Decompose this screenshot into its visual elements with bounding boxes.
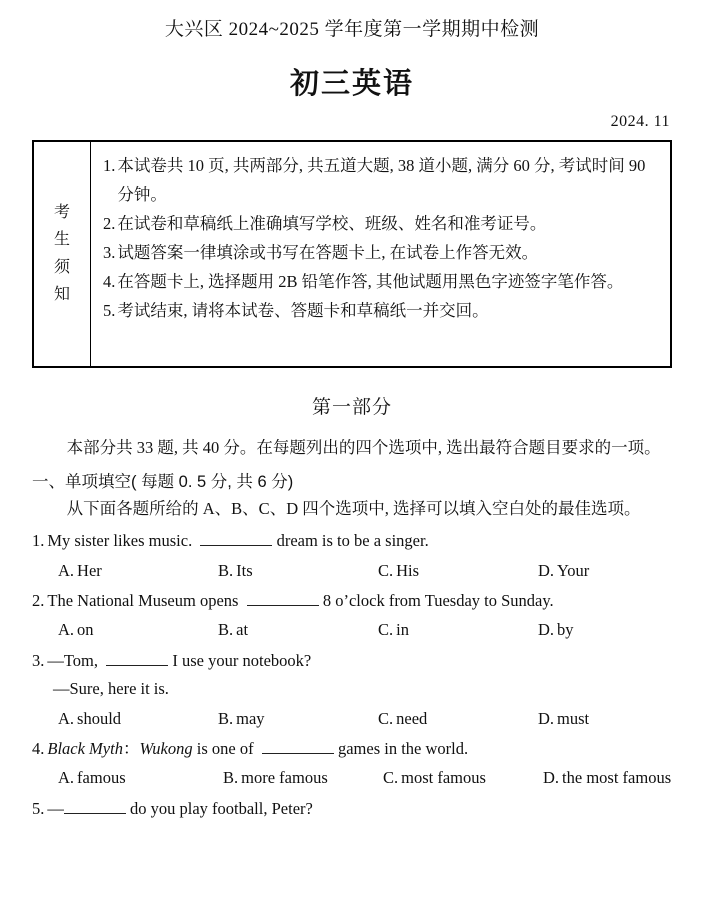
notice-item-text: 考试结束, 请将本试卷、答题卡和草稿纸一并交回。 bbox=[117, 300, 489, 320]
option-letter: B. bbox=[218, 560, 234, 580]
page-title: 初三英语 bbox=[289, 67, 414, 100]
option-c[interactable] bbox=[378, 557, 538, 585]
option-letter: C. bbox=[378, 560, 394, 580]
notice-item bbox=[103, 296, 662, 325]
part-one-intro-text: 本部分共 33 题, 共 40 分。在每题列出的四个选项中, 选出最符合题目要求的一项。 bbox=[66, 437, 661, 457]
option-text: need bbox=[396, 708, 428, 728]
section-one-intro-text: 从下面各题所给的 A、B、C、D 四个选项中, 选择可以填入空白处的最佳选项。 bbox=[66, 498, 641, 518]
part-one-intro bbox=[32, 433, 672, 462]
option-row bbox=[32, 616, 672, 644]
question-number: 5. bbox=[32, 798, 45, 818]
question-item bbox=[32, 795, 672, 823]
option-a[interactable] bbox=[58, 616, 218, 644]
question-stem-body bbox=[47, 647, 672, 675]
option-letter: D. bbox=[543, 768, 560, 788]
notice-label-char-1: 考 bbox=[53, 203, 70, 221]
option-letter: D. bbox=[538, 560, 555, 580]
notice-item-text: 本试卷共 10 页, 共两部分, 共五道大题, 38 道小题, 满分 60 分, 考试时间 90 分钟。 bbox=[117, 155, 646, 204]
game-title-part-2: Wukong bbox=[139, 738, 193, 758]
notice-item-number: 3. bbox=[103, 242, 116, 262]
option-text: Your bbox=[557, 560, 590, 580]
notice-item bbox=[103, 238, 662, 267]
option-d[interactable] bbox=[538, 616, 698, 644]
option-b[interactable] bbox=[223, 764, 383, 792]
question-stem bbox=[32, 647, 672, 675]
notice-label-vertical bbox=[34, 142, 91, 366]
candidate-notice-box bbox=[32, 140, 672, 368]
question-number: 1. bbox=[32, 531, 45, 551]
notice-item-text: 试题答案一律填涂或书写在答题卡上, 在试卷上作答无效。 bbox=[117, 242, 539, 262]
stem-text-before: My sister likes music. bbox=[47, 531, 193, 551]
question-continuation: —Sure, here it is. bbox=[53, 679, 169, 699]
option-a[interactable] bbox=[58, 705, 218, 733]
answer-blank[interactable] bbox=[200, 545, 272, 546]
option-text: Its bbox=[236, 560, 253, 580]
option-b[interactable] bbox=[218, 557, 378, 585]
stem-text-after: 8 o’clock from Tuesday to Sunday. bbox=[322, 591, 554, 611]
section-one-heading: 一、单项填空( 每题 0. 5 分, 共 6 分) bbox=[32, 472, 294, 491]
question-stem bbox=[32, 527, 672, 555]
option-c[interactable] bbox=[383, 764, 543, 792]
exam-header-line: 大兴区 2024~2025 学年度第一学期期中检测 bbox=[164, 19, 540, 40]
option-a[interactable] bbox=[58, 557, 218, 585]
question-number: 4. bbox=[32, 738, 45, 758]
notice-label-char-3: 须 bbox=[53, 258, 70, 276]
question-item bbox=[32, 587, 672, 645]
title-separator: ： bbox=[122, 738, 140, 758]
notice-item-number: 1. bbox=[103, 155, 116, 175]
section-one-intro bbox=[32, 494, 672, 523]
part-one-heading: 第一部分 bbox=[311, 396, 392, 418]
option-d[interactable] bbox=[538, 557, 698, 585]
option-letter: A. bbox=[58, 620, 75, 640]
option-b[interactable] bbox=[218, 705, 378, 733]
option-d[interactable] bbox=[538, 705, 698, 733]
question-stem bbox=[32, 587, 672, 615]
option-text: may bbox=[236, 708, 265, 728]
notice-item-list bbox=[91, 142, 670, 366]
option-text: more famous bbox=[241, 768, 328, 788]
question-stem-body bbox=[47, 587, 672, 615]
option-text: must bbox=[557, 708, 590, 728]
notice-item-number: 5. bbox=[103, 300, 116, 320]
stem-text-after: dream is to be a singer. bbox=[276, 531, 429, 551]
answer-blank[interactable] bbox=[106, 665, 168, 666]
option-letter: A. bbox=[58, 560, 75, 580]
option-letter: C. bbox=[383, 768, 399, 788]
notice-item bbox=[103, 151, 662, 209]
question-number: 2. bbox=[32, 591, 45, 611]
option-row bbox=[32, 705, 672, 733]
option-text: His bbox=[396, 560, 420, 580]
notice-item-text: 在答题卡上, 选择题用 2B 铅笔作答, 其他试题用黑色字迹签字笔作答。 bbox=[117, 271, 624, 291]
notice-label-char-4: 知 bbox=[53, 286, 70, 304]
option-text: on bbox=[77, 620, 94, 640]
option-letter: C. bbox=[378, 708, 394, 728]
option-letter: B. bbox=[218, 620, 234, 640]
option-row bbox=[32, 557, 672, 585]
stem-text-before: —Tom, bbox=[47, 650, 99, 670]
option-text: by bbox=[557, 620, 574, 640]
option-text: should bbox=[77, 708, 122, 728]
option-a[interactable] bbox=[58, 764, 223, 792]
option-text: the most famous bbox=[562, 768, 672, 788]
option-text: most famous bbox=[401, 768, 486, 788]
notice-item-number: 4. bbox=[103, 271, 116, 291]
stem-text-after: do you play football, Peter? bbox=[130, 798, 313, 818]
option-row bbox=[32, 764, 672, 792]
option-c[interactable] bbox=[378, 616, 538, 644]
option-d[interactable] bbox=[543, 764, 671, 792]
notice-item-text: 在试卷和草稿纸上准确填写学校、班级、姓名和准考证号。 bbox=[117, 213, 547, 233]
question-item bbox=[32, 647, 672, 733]
question-stem-body bbox=[47, 735, 672, 763]
game-title-part-1: Black Myth bbox=[47, 738, 123, 758]
option-text: famous bbox=[77, 768, 126, 788]
notice-item-number: 2. bbox=[103, 213, 116, 233]
question-stem-body bbox=[47, 795, 672, 823]
answer-blank[interactable] bbox=[262, 753, 334, 754]
option-letter: D. bbox=[538, 620, 555, 640]
option-text: at bbox=[236, 620, 249, 640]
question-stem bbox=[32, 795, 672, 823]
option-letter: D. bbox=[538, 708, 555, 728]
option-b[interactable] bbox=[218, 616, 378, 644]
answer-blank[interactable] bbox=[64, 813, 126, 814]
option-text: in bbox=[396, 620, 409, 640]
answer-blank[interactable] bbox=[247, 605, 319, 606]
stem-text-before: — bbox=[47, 798, 64, 818]
notice-item bbox=[103, 267, 662, 296]
stem-text-after: I use your notebook? bbox=[172, 650, 312, 670]
exam-date: 2024. 11 bbox=[610, 112, 670, 130]
option-letter: A. bbox=[58, 768, 75, 788]
stem-text-before: The National Museum opens bbox=[47, 591, 239, 611]
option-letter: B. bbox=[218, 708, 234, 728]
option-letter: B. bbox=[223, 768, 239, 788]
question-number: 3. bbox=[32, 650, 45, 670]
option-text: Her bbox=[77, 560, 102, 580]
question-item bbox=[32, 735, 672, 793]
question-stem-body bbox=[47, 527, 672, 555]
question-stem bbox=[32, 735, 672, 763]
option-c[interactable] bbox=[378, 705, 538, 733]
stem-text-before: is one of bbox=[196, 738, 254, 758]
option-letter: A. bbox=[58, 708, 75, 728]
notice-item bbox=[103, 209, 662, 238]
question-list bbox=[32, 527, 672, 823]
stem-text-after: games in the world. bbox=[337, 738, 469, 758]
notice-label-char-2: 生 bbox=[53, 231, 70, 249]
option-letter: C. bbox=[378, 620, 394, 640]
question-item bbox=[32, 527, 672, 585]
